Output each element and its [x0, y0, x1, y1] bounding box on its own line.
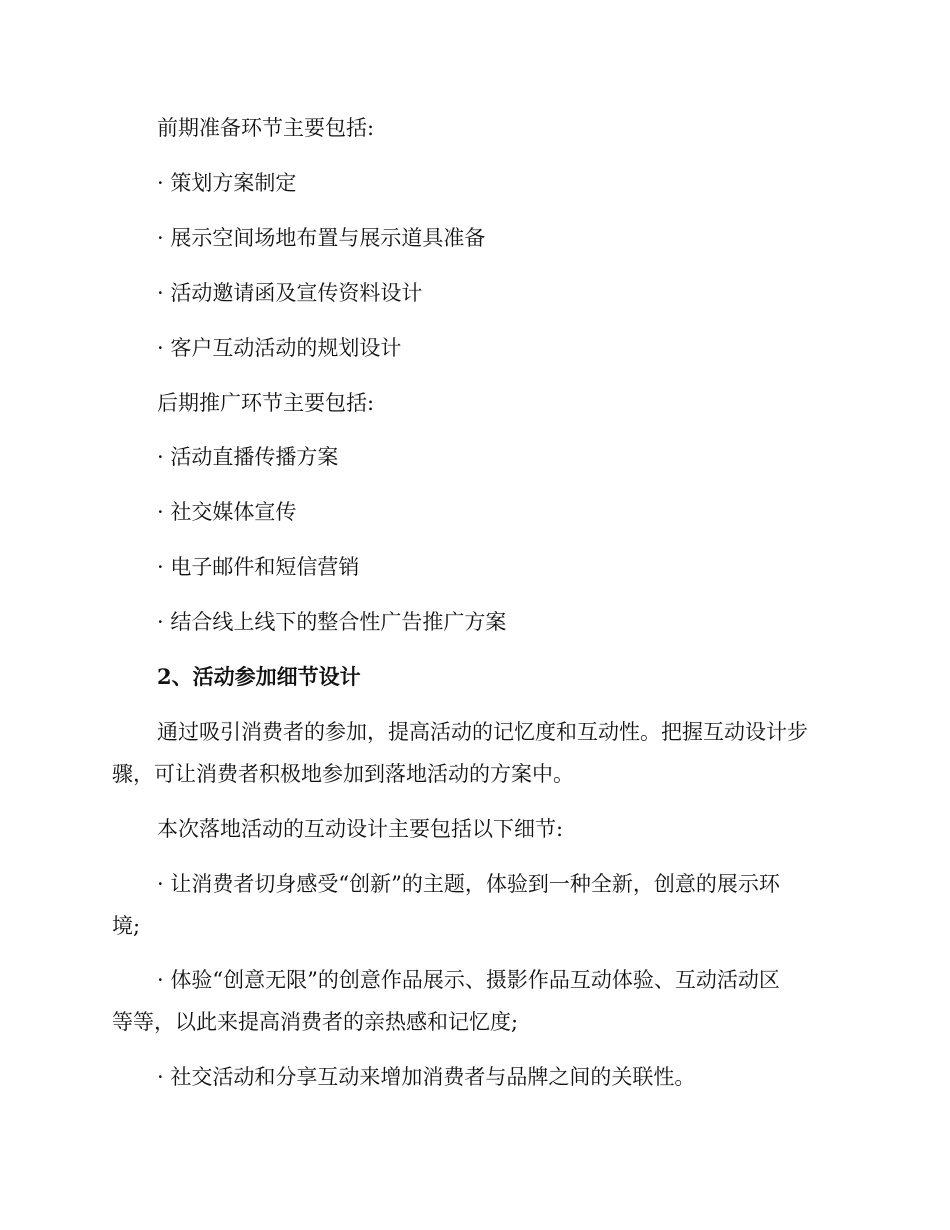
section-heading: 2、活动参加细节设计 — [157, 664, 361, 689]
detail-item-line: 境; — [112, 914, 141, 938]
promo-item: · 社交媒体宣传 — [157, 500, 297, 524]
detail-item-line: · 体验“创意无限”的创意作品展示、摄影作品互动体验、互动活动区 — [157, 968, 780, 992]
prep-item: · 客户互动活动的规划设计 — [157, 336, 402, 360]
paragraph-line: 通过吸引消费者的参加，提高活动的记忆度和互动性。把握互动设计步 — [157, 720, 808, 744]
prep-intro: 前期准备环节主要包括: — [157, 116, 375, 140]
detail-item-line: 等等，以此来提高消费者的亲热感和记忆度; — [112, 1010, 519, 1034]
promo-item: · 活动直播传播方案 — [157, 445, 339, 469]
prep-item: · 策划方案制定 — [157, 171, 297, 195]
promo-item: · 结合线上线下的整合性广告推广方案 — [157, 610, 507, 634]
prep-item: · 活动邀请函及宣传资料设计 — [157, 281, 423, 305]
detail-item-line: · 让消费者切身感受“创新”的主题，体验到一种全新，创意的展示环 — [157, 872, 780, 896]
prep-item: · 展示空间场地布置与展示道具准备 — [157, 226, 486, 250]
paragraph: 本次落地活动的互动设计主要包括以下细节: — [157, 817, 564, 841]
detail-item: · 社交活动和分享互动来增加消费者与品牌之间的关联性。 — [157, 1065, 696, 1089]
paragraph-line: 骤，可让消费者积极地参加到落地活动的方案中。 — [112, 762, 574, 786]
promo-item: · 电子邮件和短信营销 — [157, 555, 360, 579]
promo-intro: 后期推广环节主要包括: — [157, 391, 375, 415]
